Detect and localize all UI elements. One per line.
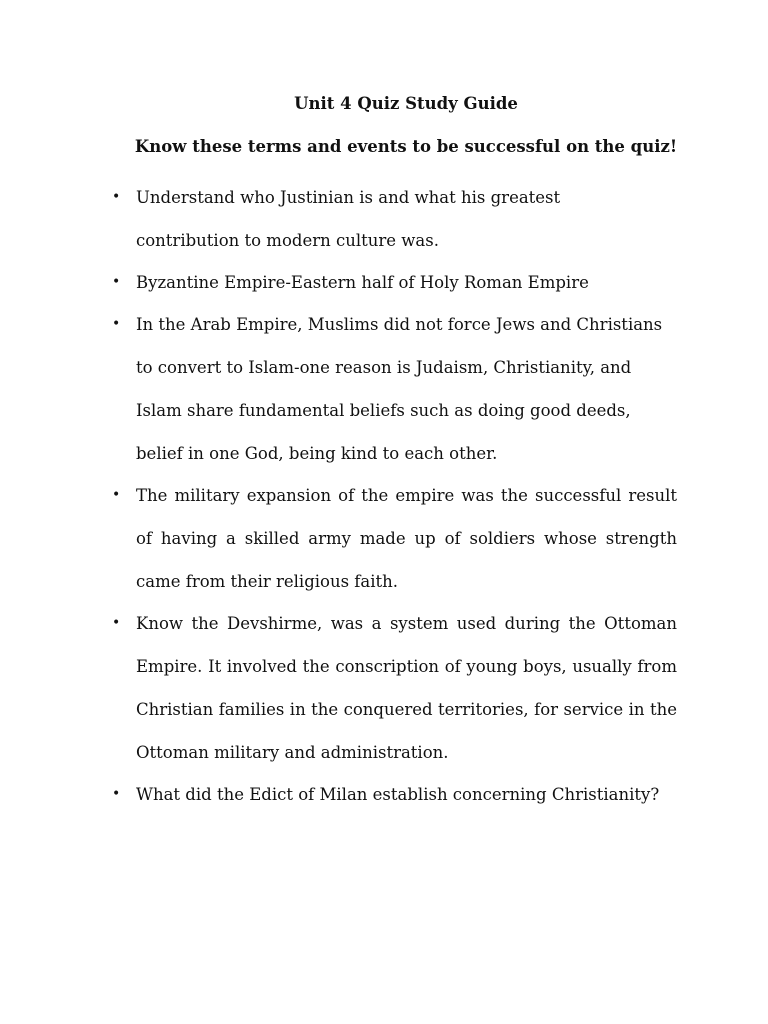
- list-item: [112, 303, 677, 475]
- list-item-text: Know the Devshirme, was a system used during the Ottoman Empire. It involved the conscription of young boys, usually from Christian families in the conquered territories, for service in the Ottoman military and administration.: [136, 614, 677, 762]
- list-item-text: In the Arab Empire, Muslims did not force Jews and Christians to convert to Islam-one reason is Judaism, Christianity, and Islam share fundamental beliefs such as doing good deeds, belief in one God, being kind to each other.: [136, 315, 663, 463]
- list-item-text: Understand who Justinian is and what his greatest contribution to modern culture was.: [136, 188, 561, 250]
- bullet-icon: •: [112, 615, 121, 631]
- list-item-text: The military expansion of the empire was the successful result of having a skilled army made up of soldiers whose strength came from their religious faith.: [136, 486, 677, 591]
- study-guide-list: [112, 177, 677, 816]
- list-item: [112, 474, 677, 603]
- page-subtitle: Know these terms and events to be successful on the quiz!: [134, 137, 678, 156]
- bullet-icon: •: [112, 786, 121, 802]
- page-title: Unit 4 Quiz Study Guide: [294, 94, 518, 113]
- list-item: [112, 261, 677, 304]
- bullet-icon: •: [112, 189, 121, 205]
- bullet-icon: •: [112, 316, 121, 332]
- list-item: [112, 176, 596, 262]
- bullet-icon: •: [112, 487, 121, 503]
- list-item-text: What did the Edict of Milan establish concerning Christianity?: [136, 785, 660, 804]
- list-item-text: Byzantine Empire-Eastern half of Holy Roman Empire: [136, 273, 589, 292]
- list-item: [112, 773, 736, 816]
- list-item: [112, 602, 677, 774]
- bullet-icon: •: [112, 274, 121, 290]
